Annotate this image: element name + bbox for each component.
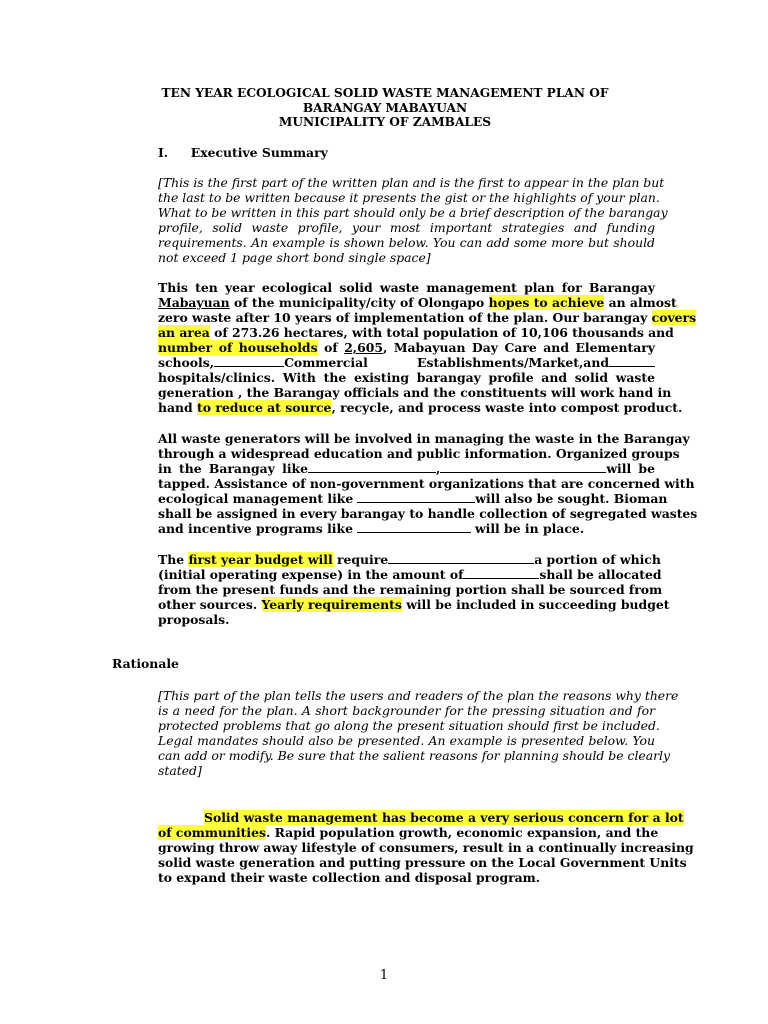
instruction-line: Legal mandates should also be presented. An example is presented below. You [158, 733, 655, 748]
text-run: (initial operating expense) in the amount of [158, 567, 464, 582]
text-line: growing throw away lifestyle of consumers, result in a continually increasing [158, 840, 694, 855]
text-line: shall be assigned in every barangay to handle collection of segregated wastes [158, 506, 698, 521]
highlighted-text: covers [651, 310, 697, 325]
instruction-line: What to be written in this part should only be a brief description of the barangay [158, 205, 668, 220]
text-line [158, 567, 662, 582]
text-line [158, 825, 659, 840]
instruction-line: profile, solid waste profile, your most important strategies and funding [158, 220, 655, 235]
fill-in-blank [388, 552, 534, 564]
text-run: will be included in succeeding budget [401, 597, 670, 612]
instruction-line: protected problems that go along the present situation should first be included. [158, 718, 660, 733]
instruction-line: [This is the first part of the written plan and is the first to appear in the plan but [158, 175, 665, 190]
barangay-name: Mabayuan [158, 295, 230, 310]
highlighted-text: hopes to achieve [488, 295, 605, 310]
fill-in-blank [214, 355, 284, 367]
household-count: 2,605 [344, 340, 383, 355]
text-line [158, 810, 684, 825]
title-line-1: TEN YEAR ECOLOGICAL SOLID WASTE MANAGEMENT PLAN OF [161, 86, 609, 100]
text-line: from the present funds and the remaining portion shall be sourced from [158, 582, 663, 597]
text-run: The [158, 552, 189, 567]
instruction-line: not exceed 1 page short bond single space] [158, 250, 431, 265]
text-run: a portion of which [534, 552, 661, 567]
text-run: of the municipality/city of Olongapo [229, 295, 489, 310]
text-line: tapped. Assistance of non-government organizations that are concerned with [158, 476, 695, 491]
section-1-number: I. [158, 145, 169, 160]
text-run: . Rapid population growth, economic expansion, and the [265, 825, 659, 840]
text-run: , Mabayuan Day Care and Elementary [383, 340, 656, 355]
text-line [158, 325, 674, 340]
instruction-line: requirements. An example is shown below. You can add some more but should [158, 235, 655, 250]
text-line [158, 521, 655, 536]
text-run: of 273.26 hectares, with total population of 10,106 thousands and [209, 325, 674, 340]
rationale-paragraph-1 [158, 810, 694, 885]
executive-summary-paragraph-3 [158, 552, 670, 627]
text-run: an almost [604, 295, 677, 310]
text-run: require [332, 552, 389, 567]
fill-in-blank [463, 567, 539, 579]
text-run: will also be sought. Bioman [475, 491, 668, 506]
title-line-3: MUNICIPALITY OF ZAMBALES [278, 115, 492, 130]
rationale-instructions [158, 688, 679, 778]
text-line [158, 597, 670, 612]
rationale-heading: Rationale [112, 656, 179, 671]
text-line [158, 295, 677, 310]
highlighted-text: to reduce at source [197, 400, 332, 415]
highlighted-text: number of households [158, 340, 318, 355]
fill-in-blank [308, 461, 436, 473]
text-line: This ten year ecological solid waste management plan for Barangay [158, 280, 655, 295]
text-line [158, 310, 697, 325]
fill-in-blank [609, 355, 655, 367]
text-line [158, 491, 668, 506]
text-run: in the Barangay like [158, 461, 309, 476]
text-run: ecological management like [158, 491, 354, 506]
executive-summary-instructions [158, 175, 668, 265]
text-run: shall be allocated [539, 567, 662, 582]
instruction-line: [This part of the plan tells the users and readers of the plan the reasons why there [158, 688, 679, 703]
text-line [158, 461, 655, 476]
text-run: schools, [158, 355, 215, 370]
highlighted-text: Yearly requirements [261, 597, 402, 612]
text-line: proposals. [158, 612, 230, 627]
text-run [158, 552, 388, 567]
text-run: other sources. [158, 597, 262, 612]
title-line-2: BARANGAY MABAYUAN [302, 100, 468, 115]
section-1-heading [158, 145, 328, 160]
highlighted-text: first year budget will [188, 552, 333, 567]
text-line: generation , the Barangay officials and the constituents will work hand in [158, 385, 672, 400]
text-line: through a widespread education and public information. Organized groups [158, 446, 680, 461]
text-line [158, 355, 655, 370]
text-run: will be in place. [474, 521, 585, 536]
instruction-line: the last to be written because it presents the gist or the highlights of your plan. [158, 190, 660, 205]
page-number: 1 [379, 968, 389, 983]
instruction-line: is a need for the plan. A short backgrounder for the pressing situation and for [158, 703, 655, 718]
highlighted-text: of communities [158, 825, 266, 840]
text-line [158, 552, 661, 567]
highlighted-text: an area [158, 325, 210, 340]
text-run: hand [158, 400, 198, 415]
text-line: to expand their waste collection and disposal program. [158, 870, 541, 885]
document-title [150, 86, 620, 130]
text-run: will be [606, 461, 655, 476]
fill-in-blank [357, 491, 475, 503]
text-run: of [317, 340, 345, 355]
instruction-line: stated] [158, 763, 202, 778]
text-line: All waste generators will be involved in managing the waste in the Barangay [158, 431, 690, 446]
executive-summary-paragraph-1 [158, 280, 697, 415]
text-line [158, 400, 683, 415]
text-line [158, 340, 655, 355]
text-run: , [436, 461, 441, 476]
text-line: hospitals/clinics. With the existing barangay profile and solid waste [158, 370, 655, 385]
highlighted-text: Solid waste management has become a very serious concern for a lot [204, 810, 684, 825]
text-run: Commercial Establishments/Market,and [284, 355, 609, 370]
text-run: zero waste after 10 years of implementation of the plan. Our barangay [158, 310, 652, 325]
fill-in-blank [357, 521, 471, 533]
instruction-line: can add or modify. Be sure that the salient reasons for planning should be clearly [158, 748, 671, 763]
fill-in-blank [440, 461, 606, 473]
section-1-title: Executive Summary [190, 145, 328, 160]
text-line: solid waste generation and putting pressure on the Local Government Units [158, 855, 687, 870]
text-run: and incentive programs like [158, 521, 353, 536]
text-run: , recycle, and process waste into compost product. [331, 400, 683, 415]
executive-summary-paragraph-2 [158, 431, 698, 536]
